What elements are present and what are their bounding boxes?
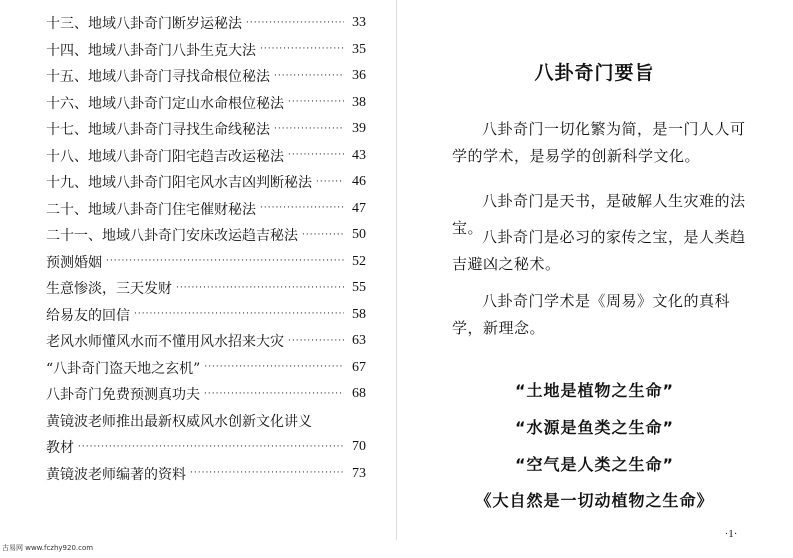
- toc-entry: [46, 196, 366, 223]
- toc-leader-dots: [260, 45, 344, 54]
- toc-entry-title: 十五、地域八卦奇门寻找命根位秘法: [46, 69, 270, 86]
- toc-page-number: 36: [352, 68, 366, 84]
- toc-entry-title: 教材: [46, 440, 74, 457]
- toc-entry: [46, 355, 366, 382]
- toc-leader-dots: [288, 98, 344, 107]
- toc-entry-title: 二十一、地域八卦奇门安床改运趋吉秘法: [46, 228, 298, 245]
- toc-entry: [46, 222, 366, 249]
- toc-entry: [46, 169, 366, 196]
- toc-page-number: 70: [352, 439, 366, 455]
- toc-entry: [46, 10, 366, 37]
- toc-leader-dots: [176, 284, 344, 293]
- watermark: 古易网 www.fczhy920.com: [2, 544, 94, 552]
- toc-leader-dots: [204, 363, 344, 372]
- toc-leader-dots: [106, 257, 344, 266]
- toc-entry-title: 黄镜波老师编著的资料: [46, 466, 186, 483]
- toc-entry: [46, 461, 366, 488]
- toc-page-number: 46: [352, 174, 366, 190]
- toc-entry-title: 给易友的回信: [46, 307, 130, 324]
- toc-entry-title: 十八、地域八卦奇门阳宅趋吉改运秘法: [46, 148, 284, 165]
- toc-page-number: 39: [352, 121, 366, 137]
- toc-entry: [46, 143, 366, 170]
- slogan: “水源是鱼类之生命”: [514, 418, 675, 437]
- toc-leader-dots: [288, 151, 344, 160]
- toc-page-number: 38: [352, 94, 366, 110]
- table-of-contents: [46, 10, 366, 487]
- paragraph: 八卦奇门是必习的家传之宝，是人类趋吉避凶之秘术。: [452, 228, 746, 273]
- toc-entry-title: 黄镜波老师推出最新权威风水创新文化讲义: [46, 413, 312, 430]
- toc-leader-dots: [260, 204, 344, 213]
- toc-entry-title: 生意惨淡，三天发财: [46, 281, 172, 298]
- toc-page-number: 67: [352, 359, 366, 375]
- toc-page-number: 73: [352, 465, 366, 481]
- paragraph: 八卦奇门是天书，是破解人生灾难的法宝。: [452, 192, 746, 237]
- toc-entry: [46, 275, 366, 302]
- toc-entry: [46, 37, 366, 64]
- toc-leader-dots: [78, 443, 344, 452]
- toc-entry: [46, 90, 366, 117]
- toc-entry-title: 二十、地域八卦奇门住宅催财秘法: [46, 201, 256, 218]
- toc-page-number: 63: [352, 333, 366, 349]
- page-title: 八卦奇门要旨: [534, 62, 655, 84]
- toc-entry-title: 预测婚姻: [46, 254, 102, 271]
- toc-leader-dots: [190, 469, 344, 478]
- toc-page-number: 50: [352, 227, 366, 243]
- slogan: “土地是植物之生命”: [514, 381, 675, 400]
- toc-page-number: 58: [352, 306, 366, 322]
- toc-entry: [46, 116, 366, 143]
- toc-leader-dots: [302, 231, 344, 240]
- toc-entry-title: 十六、地域八卦奇门定山水命根位秘法: [46, 95, 284, 112]
- page-number: ·1·: [724, 528, 738, 540]
- toc-leader-dots: [246, 19, 344, 28]
- toc-entry: [46, 381, 366, 408]
- toc-entry: [46, 408, 366, 435]
- toc-page-number: 35: [352, 41, 366, 57]
- toc-entry-title: “八卦奇门盗天地之玄机”: [46, 360, 201, 377]
- paragraph: 八卦奇门学术是《周易》文化的真科学，新理念。: [452, 292, 731, 337]
- toc-page-number: 68: [352, 386, 366, 402]
- toc-leader-dots: [274, 125, 344, 134]
- toc-page-number: 33: [352, 15, 366, 31]
- toc-page-number: 52: [352, 253, 366, 269]
- toc-leader-dots: [204, 390, 344, 399]
- toc-leader-dots: [134, 310, 344, 319]
- toc-entry-title: 八卦奇门免费预测真功夫: [46, 387, 200, 404]
- right-page: [396, 0, 793, 558]
- toc-entry: [46, 328, 366, 355]
- left-page: [0, 0, 396, 558]
- slogan: 《大自然是一切动植物之生命》: [475, 491, 714, 510]
- toc-entry-title: 老风水师懂风水而不懂用风水招来大灾: [46, 334, 284, 351]
- toc-entry-title: 十七、地域八卦奇门寻找生命线秘法: [46, 122, 270, 139]
- toc-leader-dots: [274, 72, 344, 81]
- slogan: “空气是人类之生命”: [514, 455, 675, 474]
- toc-leader-dots: [316, 178, 344, 187]
- toc-page-number: 43: [352, 147, 366, 163]
- toc-entry: [46, 302, 366, 329]
- toc-entry-title: 十九、地域八卦奇门阳宅风水吉凶判断秘法: [46, 175, 312, 192]
- toc-entry-title: 十四、地域八卦奇门八卦生克大法: [46, 42, 256, 59]
- toc-entry: [46, 434, 366, 461]
- paragraph: 八卦奇门一切化繁为简，是一门人人可学的学术，是易学的创新科学文化。: [452, 120, 746, 165]
- toc-entry: [46, 249, 366, 276]
- toc-page-number: 55: [352, 280, 366, 296]
- toc-entry-title: 十三、地域八卦奇门断岁运秘法: [46, 16, 242, 33]
- toc-entry: [46, 63, 366, 90]
- toc-page-number: 47: [352, 200, 366, 216]
- toc-leader-dots: [288, 337, 344, 346]
